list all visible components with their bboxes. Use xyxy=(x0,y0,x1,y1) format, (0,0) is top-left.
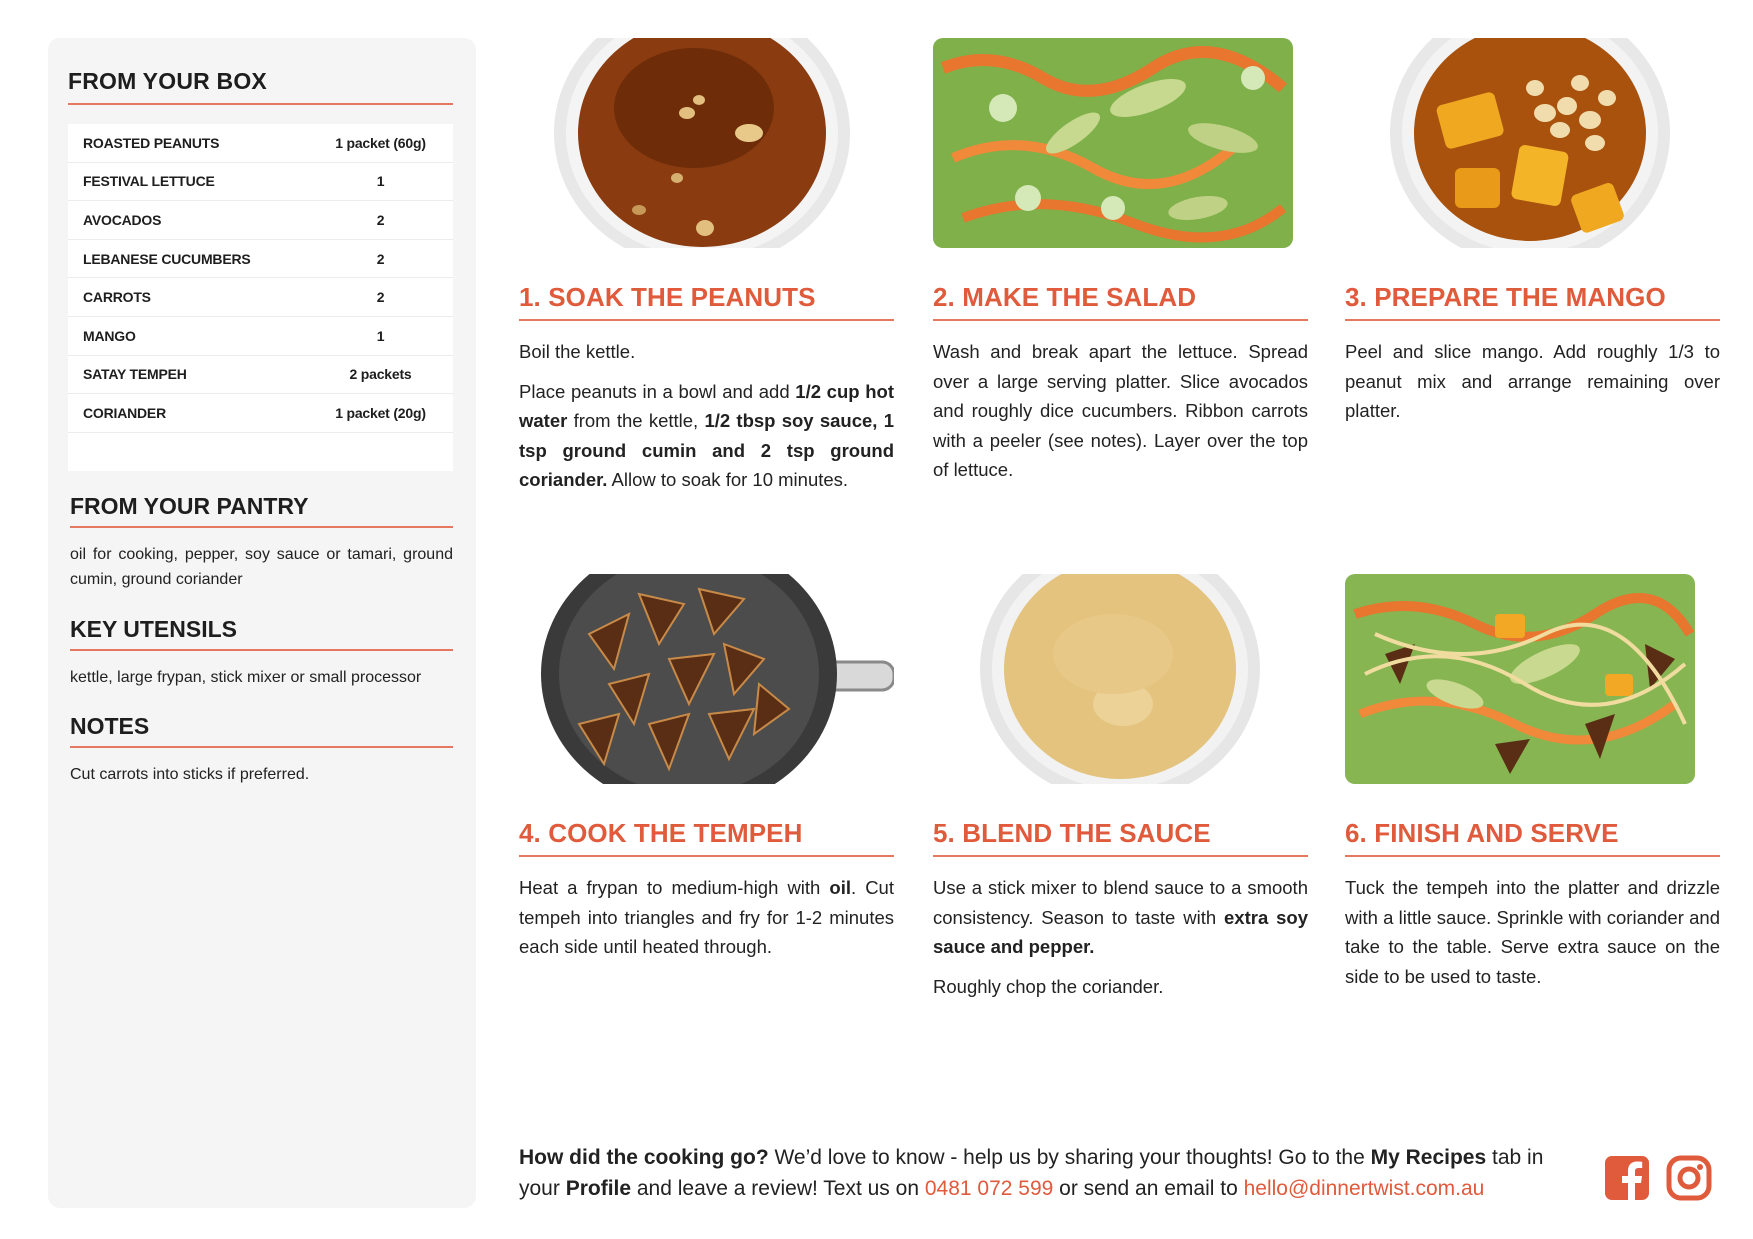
ingredient-qty: 2 xyxy=(376,289,385,306)
ingredients-table xyxy=(68,124,453,471)
utensils-text: kettle, large frypan, stick mixer or small processor xyxy=(70,669,422,686)
ingredient-qty: 2 xyxy=(376,250,385,267)
step-4-text-part: Heat a frypan to medium-high with xyxy=(519,877,830,898)
step-2-text: Wash and break apart the lettuce. Spread over a large serving platter. Slice avocados and roughly dice cucumbers. Ribbon carrots with a peeler (see notes). Layer over the top of lettuce. xyxy=(933,341,1308,480)
ingredient-row xyxy=(68,240,453,279)
step-4-body xyxy=(519,873,894,972)
step-4-bold: oil xyxy=(829,877,851,898)
ingredient-qty: 1 xyxy=(376,327,385,344)
pantry-text: oil for cooking, pepper, soy sauce or tamari, ground cumin, ground coriander xyxy=(70,546,453,588)
step-3-heading: 3. PREPARE THE MANGO xyxy=(1345,282,1720,321)
ingredient-name: AVOCADOS xyxy=(83,211,162,228)
footer-text: We’d love to know - help us by sharing your thoughts! Go to the xyxy=(768,1146,1371,1169)
step-2-heading: 2. MAKE THE SALAD xyxy=(933,282,1308,321)
step-4-heading: 4. COOK THE TEMPEH xyxy=(519,818,894,857)
ingredient-row xyxy=(68,356,453,395)
step-4-text-part: . Cut tempeh into triangles and fry for 1-2 minutes each side until heated through. xyxy=(519,877,894,957)
step-1-text xyxy=(519,377,894,495)
profile-label: Profile xyxy=(565,1177,632,1200)
ingredient-name: SATAY TEMPEH xyxy=(83,366,187,383)
sidebar xyxy=(48,38,476,1208)
ingredient-row xyxy=(68,124,453,163)
ingredient-name: CARROTS xyxy=(83,289,151,306)
step-3-text: Peel and slice mango. Add roughly 1/3 to peanut mix and arrange remaining over platter. xyxy=(1345,341,1720,421)
ingredient-name: ROASTED PEANUTS xyxy=(83,134,220,151)
facebook-icon[interactable] xyxy=(1604,1155,1650,1201)
step-4-photo xyxy=(519,574,894,784)
ingredient-row xyxy=(68,278,453,317)
step-1-text-part: from the kettle, xyxy=(567,410,705,431)
footer-text: and leave a review! Text us on xyxy=(631,1177,925,1200)
pantry-section xyxy=(70,493,453,592)
step-1-body xyxy=(519,337,894,505)
footer-text: or send an email to xyxy=(1053,1177,1244,1200)
footer-text: tab in your xyxy=(519,1146,1544,1200)
step-6-photo xyxy=(1345,574,1720,784)
ingredient-row xyxy=(68,394,453,433)
step-1-bold: 1/2 tbsp soy sauce, 1 tsp ground cumin and 2 tsp ground coriander. xyxy=(519,410,894,490)
step-5-heading: 5. BLEND THE SAUCE xyxy=(933,818,1308,857)
ingredient-qty: 1 packet (60g) xyxy=(335,134,426,151)
step-1-text: Boil the kettle. xyxy=(519,341,636,362)
step-1-photo xyxy=(519,38,894,248)
ingredient-qty: 1 xyxy=(376,173,385,190)
step-1-text-part: Place peanuts in a bowl and add xyxy=(519,380,796,402)
instagram-icon[interactable] xyxy=(1666,1155,1712,1201)
step-6-text: Tuck the tempeh into the platter and drizzle with a little sauce. Sprinkle with coriander and take to the table. Serve extra sauce on the side to be used to taste. xyxy=(1345,877,1720,987)
step-2-body xyxy=(933,337,1308,495)
step-4-text xyxy=(519,873,894,962)
step-5-text-part: Use a stick mixer to blend sauce to a smooth consistency. Season to taste with xyxy=(933,877,1308,928)
step-1-bold: 1/2 cup hot water xyxy=(519,380,894,431)
step-1-heading: 1. SOAK THE PEANUTS xyxy=(519,282,894,321)
step-3-body xyxy=(1345,337,1720,436)
utensils-heading: KEY UTENSILS xyxy=(70,616,453,651)
step-6-body xyxy=(1345,873,1720,1001)
step-3-photo xyxy=(1345,38,1720,248)
ingredient-qty: 2 packets xyxy=(349,366,412,383)
step-5-photo xyxy=(933,574,1308,784)
step-5-text xyxy=(933,873,1308,962)
step-2-photo xyxy=(933,38,1308,248)
notes-text: Cut carrots into sticks if preferred. xyxy=(70,766,310,783)
ingredient-row xyxy=(68,201,453,240)
my-recipes-label: My Recipes xyxy=(1370,1146,1487,1169)
pantry-heading: FROM YOUR PANTRY xyxy=(70,493,453,528)
phone-link[interactable]: 0481 072 599 xyxy=(924,1177,1054,1200)
email-link[interactable]: hello@dinnertwist.com.au xyxy=(1243,1177,1485,1200)
step-5-text: Roughly chop the coriander. xyxy=(933,975,1164,997)
ingredient-name: CORIANDER xyxy=(83,404,166,421)
ingredient-qty: 1 packet (20g) xyxy=(335,404,426,421)
footer-question: How did the cooking go? xyxy=(519,1146,769,1169)
step-5-body xyxy=(933,873,1308,1011)
step-1-text-part: Allow to soak for 10 minutes. xyxy=(607,469,849,490)
ingredient-name: FESTIVAL LETTUCE xyxy=(83,173,215,190)
ingredient-row xyxy=(68,163,453,202)
from-your-box-heading: FROM YOUR BOX xyxy=(68,68,453,105)
step-6-heading: 6. FINISH AND SERVE xyxy=(1345,818,1720,857)
utensils-section xyxy=(70,616,453,690)
feedback-footer xyxy=(519,1142,1584,1204)
ingredient-row xyxy=(68,317,453,356)
ingredient-name: MANGO xyxy=(83,327,136,344)
step-5-bold: extra soy sauce and pepper. xyxy=(933,906,1308,957)
ingredient-name: LEBANESE CUCUMBERS xyxy=(83,250,251,267)
notes-section xyxy=(70,713,453,787)
ingredient-qty: 2 xyxy=(376,211,385,228)
notes-heading: NOTES xyxy=(70,713,453,748)
